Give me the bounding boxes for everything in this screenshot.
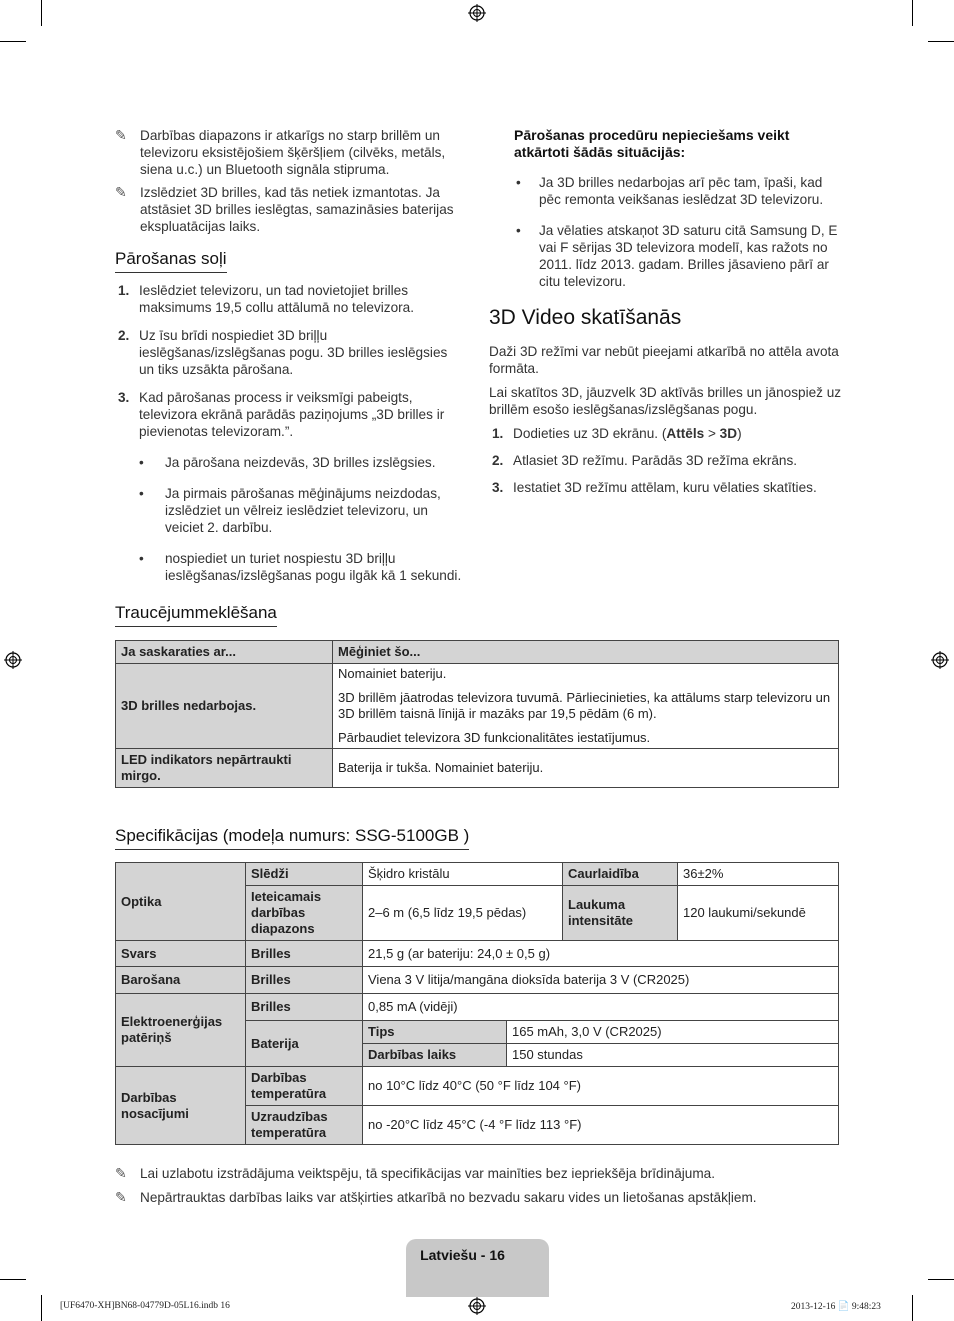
- video-para-2: Lai skatītos 3D, jāuzvelk 3D aktīvās brilles un jānospiež uz brillēm esošo ieslēgšanas/izslēgšanas pogu.: [489, 385, 842, 417]
- spec-label: Brilles: [246, 994, 363, 1021]
- step-text: Kad pārošanas process ir veiksmīgi pabeigts, televizora ekrānā parādās paziņojums „3D brilles ir pievienotas televizoram.”.: [139, 390, 445, 439]
- table-row: [116, 664, 839, 749]
- step-number: 1.: [118, 283, 130, 298]
- table-header: Ja saskaraties ar...: [116, 641, 333, 664]
- troubleshooting-table: [115, 640, 839, 788]
- print-date: 2013-12-16 📄 9:48:23: [791, 1302, 881, 1312]
- spec-label: Caurlaidība: [563, 863, 678, 886]
- spec-group: Svars: [116, 941, 246, 967]
- list-item: [489, 452, 844, 469]
- step-text-end: ): [737, 426, 742, 441]
- menu-path-separator: >: [704, 426, 720, 441]
- spec-label: Slēdži: [246, 863, 363, 886]
- spec-group: Barošana: [116, 967, 246, 994]
- step-number: 3.: [118, 390, 130, 405]
- note: [115, 184, 465, 235]
- spec-value: 165 mAh, 3,0 V (CR2025): [507, 1021, 839, 1044]
- note: [115, 127, 465, 178]
- list-item: [115, 282, 465, 316]
- list-item: [489, 425, 844, 442]
- note-text: Darbības diapazons ir atkarīgs no starp brillēm un televizoru eksistējošiem šķēršļiem (cilvēks, metāls, siena u.c.) un Bluetooth signāla stipruma.: [140, 128, 446, 177]
- solution-cell: Baterija ir tukša. Nomainiet bateriju.: [333, 749, 839, 788]
- bullet-text: nospiediet un turiet nospiestu 3D briļļu ieslēgšanas/izslēgšanas pogu ilgāk kā 1 sekundi.: [165, 551, 462, 583]
- step-text: Dodieties uz 3D ekrānu. (: [513, 426, 667, 441]
- registration-mark-icon: [468, 1297, 486, 1315]
- pencil-note-icon: ✎: [115, 1189, 127, 1205]
- pencil-note-icon: ✎: [115, 1165, 127, 1181]
- bullet-icon: •: [139, 551, 144, 566]
- list-item: [115, 389, 465, 440]
- menu-path-3d: 3D: [719, 426, 738, 441]
- note: [115, 1189, 839, 1206]
- spec-label: Laukuma intensitāte: [563, 886, 678, 941]
- spec-value: Šķidro kristālu: [363, 863, 563, 886]
- spec-value: no 10°C līdz 40°C (50 °F līdz 104 °F): [363, 1067, 839, 1106]
- video-heading: 3D Video skatīšanās: [489, 306, 682, 329]
- specifications-heading: Specifikācijas (modeļa numurs: SSG-5100GB ): [115, 826, 469, 850]
- table-row: [116, 941, 839, 967]
- spec-label: Baterija: [246, 1021, 363, 1067]
- bullet-text: Ja pirmais pārošanas mēģinājums neizdodas, izslēdziet un vēlreiz ieslēdziet televizoru, un veiciet 2. darbību.: [165, 486, 441, 535]
- step-number: 2.: [118, 328, 130, 343]
- file-name: [UF6470-XH]BN68-04779D-05L16.indb 16: [60, 1301, 230, 1311]
- solution-text: 3D brillēm jāatrodas televizora tuvumā. Pārliecinieties, ka attālums starp televizoru un 3D brillēm taisnā līnijā ir mazāks par 19,5 pēdām (6 m).: [338, 690, 831, 721]
- bullet-text: Ja 3D brilles nedarbojas arī pēc tam, īpaši, kad pēc remonta veikšanas ieslēdzat 3D televizoru.: [539, 175, 824, 207]
- list-item: [115, 327, 465, 378]
- crop-mark: [912, 0, 913, 26]
- spec-value: 2–6 m (6,5 līdz 19,5 pēdas): [363, 886, 563, 941]
- spec-value: Viena 3 V litija/mangāna dioksīda baterija 3 V (CR2025): [363, 967, 839, 994]
- crop-mark: [0, 41, 26, 42]
- list-item: [514, 222, 839, 290]
- bullet-text: Ja pārošana neizdevās, 3D brilles izslēgsies.: [165, 455, 436, 470]
- table-row: [116, 994, 839, 1021]
- spec-value: 150 stundas: [507, 1044, 839, 1067]
- pairing-steps-heading: Pārošanas soļi: [115, 249, 227, 273]
- spec-label: Brilles: [246, 941, 363, 967]
- step-text: Atlasiet 3D režīmu. Parādās 3D režīma ekrāns.: [513, 453, 798, 468]
- registration-mark-icon: [468, 4, 486, 22]
- table-row: [116, 1067, 839, 1106]
- spec-value: 36±2%: [678, 863, 839, 886]
- video-para-1: Daži 3D režīmi var nebūt pieejami atkarībā no attēla avota formāta.: [489, 344, 839, 376]
- pencil-note-icon: ✎: [115, 127, 127, 143]
- registration-mark-icon: [4, 651, 22, 669]
- bullet-icon: •: [139, 486, 144, 501]
- note-text: Izslēdziet 3D brilles, kad tās netiek izmantotas. Ja atstāsiet 3D brilles ieslēgtas, samazināsies baterijas ekspluatācijas laiks.: [140, 185, 454, 234]
- note-text: Lai uzlabotu izstrādājuma veiktspēju, tā specifikācijas var mainīties bez iepriekšēja brīdinājuma.: [140, 1166, 715, 1181]
- spec-group: Optika: [116, 863, 246, 941]
- pairing-steps-list: [115, 282, 465, 594]
- spec-value: 120 laukumi/sekundē: [678, 886, 839, 941]
- table-row: [116, 749, 839, 788]
- step-number: 3.: [492, 480, 504, 495]
- bullet-icon: •: [516, 175, 521, 190]
- note-text: Nepārtrauktas darbības laiks var atšķirties atkarībā no bezvadu sakaru vides un lietošanas apstākļiem.: [140, 1190, 757, 1205]
- crop-mark: [912, 1295, 913, 1321]
- solution-text: Nomainiet bateriju.: [338, 666, 447, 681]
- step-text: Uz īsu brīdi nospiediet 3D briļļu ieslēgšanas/izslēgšanas pogu. 3D brilles ieslēgsies un tiks uzsākta pārošana.: [139, 328, 448, 377]
- table-row: [116, 967, 839, 994]
- list-item: [489, 479, 844, 496]
- spec-group: Elektroenerģijas patēriņš: [116, 994, 246, 1067]
- list-item: [115, 550, 465, 584]
- spec-value: 0,85 mA (vidēji): [363, 994, 839, 1021]
- spec-group: Darbības nosacījumi: [116, 1067, 246, 1145]
- spec-label: Ieteicamais darbības diapazons: [246, 886, 363, 941]
- troubleshooting-heading: Traucējummeklēšana: [115, 603, 277, 627]
- step-number: 1.: [492, 426, 504, 441]
- note: [115, 1165, 839, 1182]
- step-number: 2.: [492, 453, 504, 468]
- repeat-list: [514, 174, 839, 300]
- bullet-icon: •: [139, 455, 144, 470]
- problem-cell: 3D brilles nedarbojas.: [116, 664, 333, 749]
- spec-value: no -20°C līdz 45°C (-4 °F līdz 113 °F): [363, 1106, 839, 1145]
- step-text: Ieslēdziet televizoru, un tad novietojiet brilles maksimums 19,5 collu attālumā no televizora.: [139, 283, 415, 315]
- page-number: Latviešu - 16: [420, 1247, 505, 1263]
- bullet-text: Ja vēlaties atskaņot 3D saturu citā Samsung D, E vai F sērijas 3D televizora modelī, kas ražots no 2011. līdz 2013. gadam. Brilles jāsavieno pārī ar citu televizoru.: [539, 223, 838, 289]
- list-item: [115, 485, 465, 536]
- crop-mark: [0, 1279, 26, 1280]
- crop-mark: [41, 1295, 42, 1321]
- spec-label: Brilles: [246, 967, 363, 994]
- spec-label: Uzraudzības temperatūra: [246, 1106, 363, 1145]
- solution-cell: [333, 664, 839, 749]
- crop-mark: [928, 41, 954, 42]
- spec-sublabel: Tips: [363, 1021, 507, 1044]
- crop-mark: [928, 1279, 954, 1280]
- menu-path-picture: Attēls: [666, 426, 705, 441]
- video-steps-list: [489, 425, 844, 505]
- crop-mark: [41, 0, 42, 26]
- spec-value: 21,5 g (ar bateriju: 24,0 ± 0,5 g): [363, 941, 839, 967]
- registration-mark-icon: [931, 651, 949, 669]
- table-row: [116, 863, 839, 886]
- pencil-note-icon: ✎: [115, 184, 127, 200]
- list-item: [115, 454, 465, 471]
- problem-cell: LED indikators nepārtraukti mirgo.: [116, 749, 333, 788]
- specifications-table: [115, 862, 839, 1145]
- table-header: Mēģiniet šo...: [333, 641, 839, 664]
- bullet-icon: •: [516, 223, 521, 238]
- repeat-heading: Pārošanas procedūru nepieciešams veikt atkārtoti šādās situācijās:: [514, 127, 790, 160]
- step-text: Iestatiet 3D režīmu attēlam, kuru vēlaties skatīties.: [513, 480, 817, 495]
- spec-sublabel: Darbības laiks: [363, 1044, 507, 1067]
- spec-label: Darbības temperatūra: [246, 1067, 363, 1106]
- solution-text: Pārbaudiet televizora 3D funkcionalitātes iestatījumus.: [338, 730, 651, 745]
- list-item: [514, 174, 839, 208]
